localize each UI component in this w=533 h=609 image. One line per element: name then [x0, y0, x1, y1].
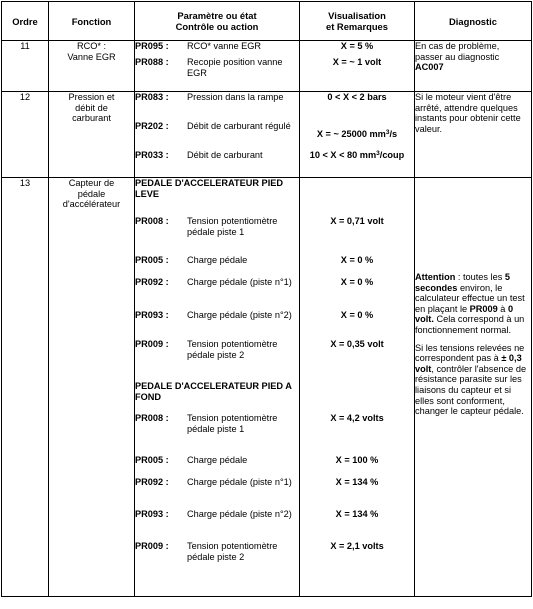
fonction-cell [49, 178, 135, 597]
parameter-code: PR005 : [135, 455, 169, 465]
fonction-line: Capteur de [68, 178, 115, 188]
parameter-description: Débit de carburant [187, 150, 263, 160]
header-row [2, 2, 532, 41]
visualisation-cell [300, 92, 415, 178]
parameter-entry [135, 150, 299, 161]
parameter-code: PR033 : [135, 150, 169, 160]
parameter-description: Charge pédale [187, 455, 248, 465]
header-parametre [135, 2, 300, 41]
diagnostic-document [1, 1, 531, 607]
text-run: Cela correspond à un fonctionnement normal. [415, 314, 525, 335]
table-row-11 [2, 41, 532, 92]
parameter-entry [135, 57, 299, 78]
ordre-cell: 11 [2, 41, 49, 92]
fonction-line: d'accélérateur [62, 199, 121, 210]
fonction-line: débit de [75, 102, 108, 113]
parameter-description: Débit de carburant régulé [187, 121, 291, 131]
parameter-entry [135, 121, 299, 150]
attention-label: Attention [415, 272, 456, 282]
parameter-code: PR009 : [135, 541, 169, 551]
value-text: X = ~ 25000 mm [316, 129, 386, 139]
unit-exponent: 3 [385, 129, 390, 136]
parameter-code: PR092 : [135, 477, 169, 487]
parameter-code: PR093 : [135, 310, 169, 320]
section-spacer [300, 381, 414, 413]
parameter-value: X = 2,1 volts [330, 541, 384, 551]
parameter-description: Charge pédale (piste n°1) [187, 477, 292, 487]
header-ordre: Ordre [2, 2, 49, 41]
parameter-value: X = 0,71 volt [330, 216, 384, 226]
parameter-value: X = ~ 1 volt [332, 57, 382, 67]
section-heading: PEDALE D'ACCELERATEUR PIED A FOND [135, 381, 292, 402]
parameter-value: X = 134 % [335, 509, 379, 519]
header-fonction: Fonction [49, 2, 135, 41]
parameter-description: Charge pédale (piste n°2) [187, 310, 292, 320]
diagnostic-table [1, 1, 532, 597]
parameter-entry [135, 339, 299, 381]
parameter-description: Charge pédale (piste n°1) [187, 277, 292, 287]
parameter-entry [135, 509, 299, 541]
parameter-entry [135, 477, 299, 509]
unit-suffix: /coup [379, 150, 405, 160]
fonction-cell [49, 41, 135, 92]
parameter-code: PR095 : [135, 41, 169, 51]
bold-run: ± 0,3 volt [415, 353, 522, 374]
parameter-description: Charge pédale (piste n°2) [187, 509, 292, 519]
parameter-code: PR092 : [135, 277, 169, 287]
parameter-value: X = 100 % [335, 455, 379, 465]
value-text: 10 < X < 80 mm [309, 150, 377, 160]
parametre-cell [135, 92, 300, 178]
parameter-value: X = 0 % [340, 255, 374, 265]
parameter-code: PR009 : [135, 339, 169, 349]
diagnostic-reference: AC007 [415, 62, 444, 73]
header-parametre-line2: Contrôle ou action [175, 21, 259, 32]
parameter-value: X = 0 % [340, 277, 374, 287]
parameter-value: X = 134 % [335, 477, 379, 487]
table-row-13 [2, 178, 532, 597]
diagnostic-cell: Si le moteur vient d'être arrêté, attendre quelques instants pour obtenir cette valeur. [415, 92, 532, 178]
parameter-value [300, 121, 414, 150]
header-visualisation-line1: Visualisation [328, 10, 386, 21]
fonction-line: pédale [77, 188, 106, 199]
text-run: à [497, 303, 508, 314]
parameter-value: X = 0,35 volt [330, 339, 384, 349]
parameter-value [300, 150, 414, 161]
unit-exponent: 3 [376, 150, 380, 157]
parameter-description: Tension potentiomètre pédale piste 1 [187, 413, 278, 434]
parameter-entry [135, 455, 299, 477]
text-run: : toutes les [455, 272, 505, 282]
parameter-code: PR008 : [135, 216, 169, 226]
header-diagnostic: Diagnostic [415, 2, 532, 41]
parameter-value: X = 0 % [340, 310, 374, 320]
parameter-value: X = 5 % [340, 41, 374, 51]
table-row-12 [2, 92, 532, 178]
parameter-description: Tension potentiomètre pédale piste 2 [187, 541, 278, 562]
parameter-description: Pression dans la rampe [187, 92, 284, 102]
parameter-description: Tension potentiomètre pédale piste 2 [187, 339, 278, 360]
visualisation-cell [300, 41, 415, 92]
parameter-entry [135, 277, 299, 310]
parameter-description: Tension potentiomètre pédale piste 1 [187, 216, 278, 237]
diagnostic-paragraph-attention [415, 272, 531, 336]
diagnostic-cell [415, 178, 532, 597]
bold-run: 0 volt. [415, 303, 514, 325]
parameter-description: Recopie position vanne EGR [187, 57, 283, 78]
parameter-value: 0 < X < 2 bars [327, 92, 387, 102]
parameter-description: RCO* vanne EGR [187, 41, 262, 51]
parameter-entry [135, 92, 299, 121]
bold-run: 5 secondes [415, 272, 510, 293]
ordre-cell: 13 [2, 178, 49, 597]
header-visualisation [300, 2, 415, 41]
text-run: Si les tensions relevées ne correspondent pas à [415, 342, 525, 364]
bold-run: PR009 [469, 303, 498, 314]
parameter-entry [135, 413, 299, 455]
fonction-line: RCO* : [76, 41, 107, 51]
parameter-code: PR005 : [135, 255, 169, 265]
diagnostic-cell [415, 41, 532, 92]
fonction-line: Vanne EGR [67, 51, 116, 62]
text-run: , contrôler l'absence de résistance parasite sur les liaisons du capteur et si elles sont conforment, changer le capteur pédale. [415, 363, 527, 417]
text-run: environ, le calculateur effectue un test en plaçant le [415, 282, 525, 314]
diagnostic-paragraph-tensions [415, 343, 531, 417]
parameter-code: PR008 : [135, 413, 169, 423]
parameter-entry [135, 541, 299, 562]
section-heading: PEDALE D'ACCELERATEUR PIED LEVE [135, 178, 284, 199]
parameter-code: PR088 : [135, 57, 169, 67]
header-parametre-line1: Paramètre ou état [177, 10, 257, 21]
parametre-cell [135, 178, 300, 597]
parameter-value: X = 4,2 volts [330, 413, 384, 423]
visualisation-cell [300, 178, 415, 597]
diagnostic-text-line: passer au diagnostic [415, 51, 500, 62]
diagnostic-text-line: En cas de problème, [415, 41, 500, 51]
parameter-entry [135, 216, 299, 255]
fonction-cell [49, 92, 135, 178]
parameter-code: PR202 : [135, 121, 169, 131]
parameter-entry [135, 41, 299, 57]
parameter-description: Charge pédale [187, 255, 248, 265]
unit-suffix: /s [389, 129, 398, 139]
fonction-line: Pression et [68, 92, 115, 102]
section-spacer [300, 178, 414, 216]
parameter-entry [135, 310, 299, 339]
header-visualisation-line2: et Remarques [325, 21, 388, 32]
parametre-cell [135, 41, 300, 92]
fonction-line: carburant [72, 113, 111, 124]
parameter-code: PR083 : [135, 92, 169, 102]
ordre-cell: 12 [2, 92, 49, 178]
parameter-entry [135, 255, 299, 277]
parameter-code: PR093 : [135, 509, 169, 519]
